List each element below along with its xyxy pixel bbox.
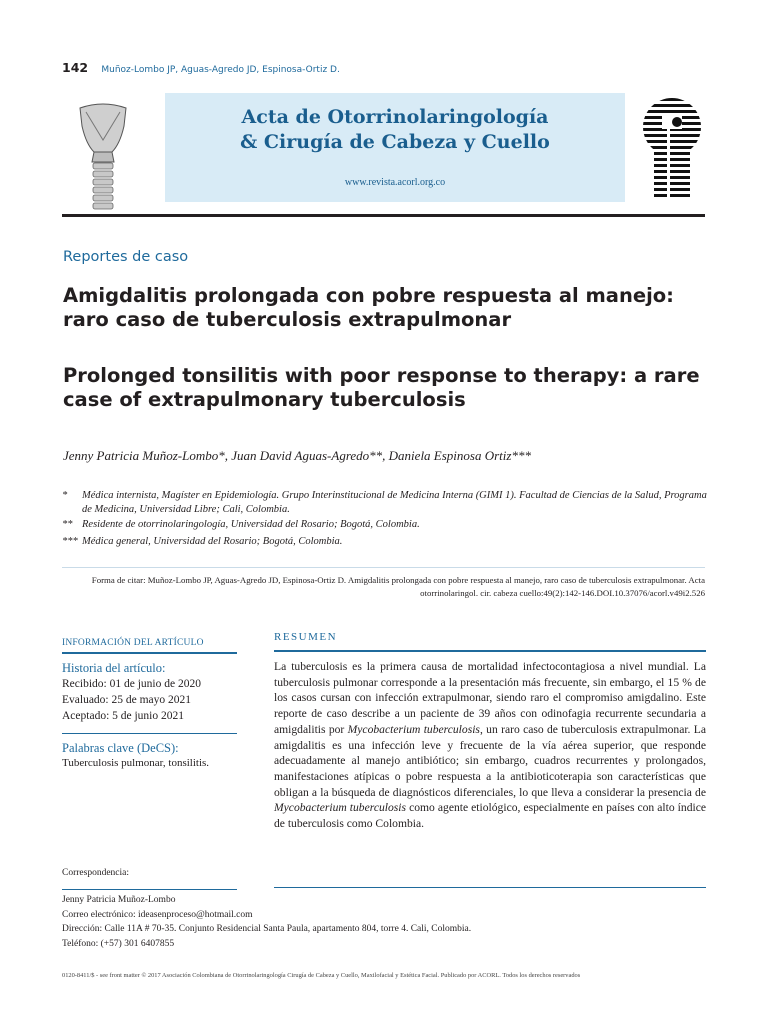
copyright-notice: 0120-8411/$ - see front matter © 2017 Asociación Colombiana de Otorrinolaringología Cirugía de Cabeza y Cuello, Maxilofacial y Estética Facial. Publicado por ACORL. Todos los derechos reservados <box>62 972 581 979</box>
correspondence-phone: Teléfono: (+57) 301 6407855 <box>62 939 175 949</box>
correspondence-rule <box>62 889 237 890</box>
keywords-rule <box>62 733 237 734</box>
correspondence-name: Jenny Patricia Muñoz-Lombo <box>62 895 176 905</box>
title-english-line1: Prolonged tonsilitis with poor response to therapy: a rare <box>63 364 700 387</box>
affiliation-mark: ** <box>62 519 73 530</box>
citation-rule <box>62 567 705 568</box>
title-english <box>63 364 713 412</box>
keyhole-logo-icon <box>640 97 704 201</box>
title-spanish <box>63 284 713 332</box>
article-info-rule <box>62 652 237 654</box>
correspondence-address: Dirección: Calle 11A # 70-35. Conjunto Residencial Santa Paula, apartamento 804, torre 4. Cali, Colombia. <box>62 924 472 934</box>
citation-line2[interactable]: otorrinolaringol. cir. cabeza cuello:49(2):142-146.DOI.10.37076/acorl.v49i2.526 <box>420 588 705 598</box>
section-type: Reportes de caso <box>63 249 189 265</box>
journal-banner <box>165 93 625 202</box>
keywords-text: Tuberculosis pulmonar, tonsilitis. <box>62 757 210 769</box>
keywords-label: Palabras clave (DeCS): <box>62 741 179 755</box>
running-header <box>62 60 340 76</box>
affiliation-text: Médica internista, Magíster en Epidemiología. Grupo Interinstitucional de Medicina Interna (GIMI 1). Facultad de Ciencias de la Salud, Programa de Medicina, Universidad Libre; Cali, Colombia. <box>82 490 707 515</box>
citation-line1: Forma de citar: Muñoz-Lombo JP, Aguas-Agredo JD, Espinosa-Ortiz D. Amigdalitis prolongada con pobre respuesta al manejo, raro caso de tuberculosis extrapulmonar. Acta <box>91 575 705 585</box>
larynx-illustration-icon <box>72 100 134 210</box>
abstract-text-3: como agente etiológico, especialmente en países con alto índice de tuberculosis como Colombia. <box>274 801 707 831</box>
abstract-top-rule <box>274 650 706 652</box>
history-received: Recibido: 01 de junio de 2020 <box>62 678 201 690</box>
affiliation-mark: * <box>62 490 68 501</box>
page-number: 142 <box>62 60 89 75</box>
author-list: Jenny Patricia Muñoz-Lombo*, Juan David Aguas-Agredo**, Daniela Espinosa Ortiz*** <box>63 448 531 463</box>
journal-title-line1: Acta de Otorrinolaringología <box>241 106 549 128</box>
history-evaluated: Evaluado: 25 de mayo 2021 <box>62 694 192 706</box>
abstract-bottom-rule <box>274 887 706 888</box>
affiliation-text: Residente de otorrinolaringología, Universidad del Rosario; Bogotá, Colombia. <box>82 519 420 530</box>
abstract-body <box>274 659 706 832</box>
article-info-heading: INFORMACIÓN DEL ARTÍCULO <box>62 638 204 648</box>
correspondence-email[interactable]: Correo electrónico: ideasenproceso@hotmail.com <box>62 910 253 920</box>
abstract-text-1: La tuberculosis es la primera causa de mortalidad infectocontagiosa a nivel mundial. La tuberculosis pulmonar corresponde a la presentación más frecuente, sin embargo, el 15 % de los casos cursan con infección extrapulmonar, siendo raro el compromiso amigdalino. Este reporte de caso describe a un paciente de 39 años con odinofagia recurrente secundaria a amigdalitis por <box>274 660 706 736</box>
abstract-text-2: , un raro caso de tuberculosis extrapulmonar. La amigdalitis es una infección leve y frecuente de la vía aérea superior, que responde adecuadamente al manejo antibiótico; sin embargo, cuadros recurrentes y prolongados, manifestaciones atípicas o pobre respuesta a la antibioticoterapia son características que obligan a la búsqueda de diagnósticos diferenciales, lo que lleva a considerar la presencia de <box>274 722 707 799</box>
title-english-line2: case of extrapulmonary tuberculosis <box>63 388 466 411</box>
abstract-italic-2: Mycobacterium tuberculosis <box>274 801 407 815</box>
journal-url[interactable]: www.revista.acorl.org.co <box>344 177 446 188</box>
title-spanish-line2: raro caso de tuberculosis extrapulmonar <box>63 308 512 331</box>
affiliation-text: Médica general, Universidad del Rosario; Bogotá, Colombia. <box>82 536 343 547</box>
abstract-heading: RESUMEN <box>274 631 338 643</box>
running-authors: Muñoz-Lombo JP, Aguas-Agredo JD, Espinosa-Ortiz D. <box>101 65 340 75</box>
correspondence-label: Correspondencia: <box>62 868 130 878</box>
affiliation-mark: *** <box>62 536 78 547</box>
abstract-italic-1: Mycobacterium tuberculosis <box>347 722 480 736</box>
history-label: Historia del artículo: <box>62 661 166 675</box>
history-accepted: Aceptado: 5 de junio 2021 <box>62 710 185 722</box>
journal-title-line2: & Cirugía de Cabeza y Cuello <box>240 131 550 153</box>
title-spanish-line1: Amigdalitis prolongada con pobre respuesta al manejo: <box>63 284 674 307</box>
header-rule <box>62 214 705 217</box>
citation-box <box>62 574 705 600</box>
